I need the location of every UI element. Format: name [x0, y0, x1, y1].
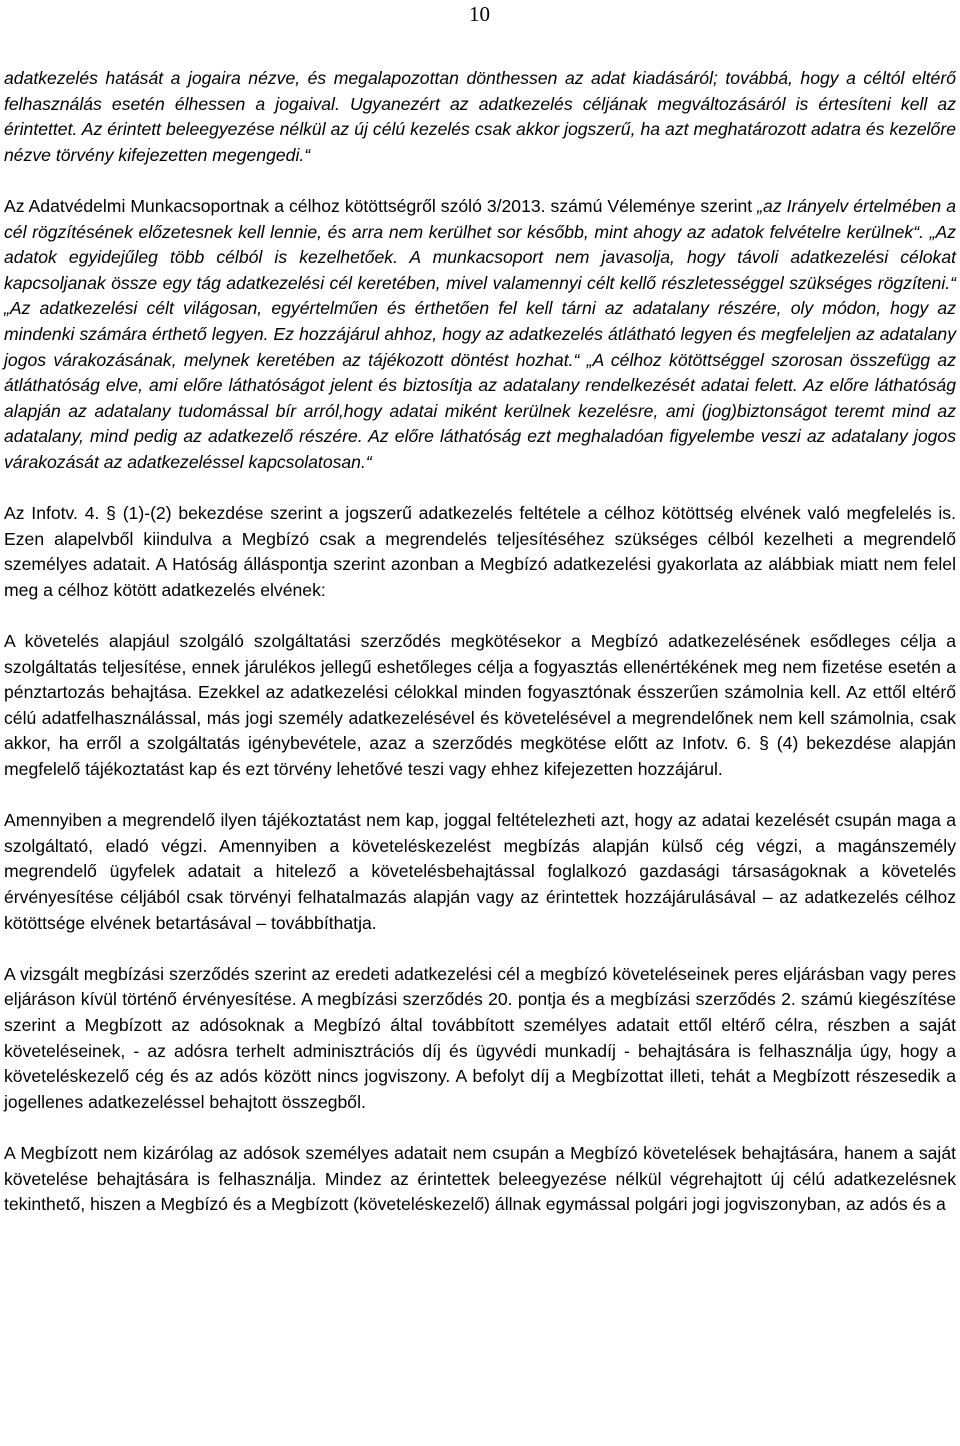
body-text: Az Adatvédelmi Munkacsoportnak a célhoz kötöttségről szóló 3/2013. számú Véleménye szerint	[4, 195, 758, 216]
quoted-text: A munkacsoport nem javasolja, hogy távoli adatkezelési célokat kapcsoljanak össze egy tág adatkezelési cél keretében, mivel valamennyi célt kellő részletességgel szükséges rögzíteni.	[4, 247, 956, 293]
paragraph	[4, 66, 956, 168]
paragraph	[4, 501, 956, 603]
quoted-text: adatkezelés hatását a jogaira nézve, és megalapozottan dönthessen az adat kiadásáról; továbbá, hogy a céltól eltérő felhasználás esetén élhessen a jogaival. Ugyanezért az adatkezelés céljának megváltozásáról is értesíteni kell az érintettet. Az érintett beleegyezése nélkül az új célú kezelés csak akkor jogszerű, ha azt meghatározott adatra és kezelőre nézve törvény kifejezetten megengedi.“	[4, 68, 956, 165]
paragraph	[4, 962, 956, 1116]
paragraph	[4, 808, 956, 936]
quoted-text: “ „Az adatkezelési célt világosan, egyértelműen és érthetően fel kell tárni az adatalany részére, oly módon, hogy az mindenki számára érthető legyen. Ez hozzájárul ahhoz, hogy az adatkezelés átlátható legyen és megfeleljen az adatalany jogos várakozásának, melynek keretében az tájékozott döntést hozhat.“ „A célhoz kötöttséggel szorosan összefügg az átláthatóság elve, ami előre láthatóságot jelent és biztosítja az adatalany rendelkezését adatai felett. Az előre láthatóság alapján az adatalany tudomással bír arról,hogy adatai miként kerülnek kezelésre, ami (jog)biztonságot teremt mind az adatalany, mind pedig az adatkezelő részére. Az előre láthatóság ezt meghaladóan figyelembe veszi az adatalany jogos várakozását az adatkezeléssel kapcsolatosan.“	[4, 272, 956, 472]
page-number: 10	[469, 2, 490, 26]
paragraph	[4, 629, 956, 783]
body-text: A Megbízott nem kizárólag az adósok személyes adatait nem csupán a Megbízó követelések behajtására, hanem a saját követelése behajtására is felhasználja. Mindez az érintettek beleegyezése nélkül végrehajtott új célú adatkezelésnek tekinthető, hiszen a Megbízó és a Megbízott (követeléskezelő) állnak egymással polgári jogi jogviszonyban, az adós és a	[4, 1142, 956, 1215]
body-text: A követelés alapjául szolgáló szolgáltatási szerződés megkötésekor a Megbízó adatkezelésének esődleges célja a szolgáltatás teljesítése, ennek járulékos jellegű eshetőleges célja a fogyasztás ellenértékének meg nem fizetése esetén a pénztartozás behajtása. Ezekkel az adatkezelési célokkal minden fogyasztónak ésszerűen számolnia kell. Az ettől eltérő célú adatfelhasználással, más jogi személy adatkezelésével és követelésével a megrendelőnek nem kell számolnia, csak akkor, ha erről a szolgáltatás igénybevétele, azaz a szerződés megkötése előtt az Infotv. 6. § (4) bekezdése alapján megfelelő tájékoztatást kap és ezt törvény lehetővé teszi vagy ehhez kifejezetten hozzájárul.	[4, 631, 956, 780]
paragraph	[4, 194, 956, 476]
quoted-text: „az Irányelv értelmében a cél rögzítésének előzetesnek kell lennie, és arra nem kerülhet sor később, mint ahogy az adatok felvételre kerülnek“. „Az adatok egyidejűleg több célból is kezelhetőek.	[4, 195, 956, 268]
body-text: Az Infotv. 4. § (1)-(2) bekezdése szerint a jogszerű adatkezelés feltétele a célhoz kötöttség elvének való megfelelés is. Ezen alapelvből kiindulva a Megbízó csak a megrendelés teljesítéséhez szükséges célból kezelheti a megrendelő személyes adatait. A Hatóság álláspontja szerint azonban a Megbízó adatkezelési gyakorlata az alábbiak miatt nem felel meg a célhoz kötött adatkezelés elvének:	[4, 503, 956, 600]
document-body	[4, 66, 956, 1218]
body-text: Amennyiben a megrendelő ilyen tájékoztatást nem kap, joggal feltételezheti azt, hogy az adatai kezelését csupán maga a szolgáltató, eladó végzi. Amennyiben a követeléskezelést megbízás alapján külső cég végzi, a magánszemély megrendelő ügyfelek adatait a hitelező a követelésbehajtással foglalkozó gazdasági társaságoknak a követelés érvényesítése céljából csak törvényi felhatalmazás alapján vagy az érintettek hozzájárulásával – az adatkezelés célhoz kötöttsége elvének betartásával – továbbíthatja.	[4, 810, 956, 933]
body-text: A vizsgált megbízási szerződés szerint az eredeti adatkezelési cél a megbízó követeléseinek peres eljárásban vagy peres eljáráson kívül történő érvényesítése. A megbízási szerződés 20. pontja és a megbízási szerződés 2. számú kiegészítése szerint a Megbízott az adósoknak a Megbízó által továbbított személyes adatait ettől eltérő célra, részben a saját követeléseinek, - az adósra terhelt adminisztrációs díj és ügyvédi munkadíj - behajtására is felhasználja úgy, hogy a követeléskezelő cég és az adós között nincs jogviszony. A befolyt díj a Megbízottat illeti, tehát a Megbízott részesedik a jogellenes adatkezeléssel behajtott összegből.	[4, 963, 956, 1112]
paragraph	[4, 1141, 956, 1218]
